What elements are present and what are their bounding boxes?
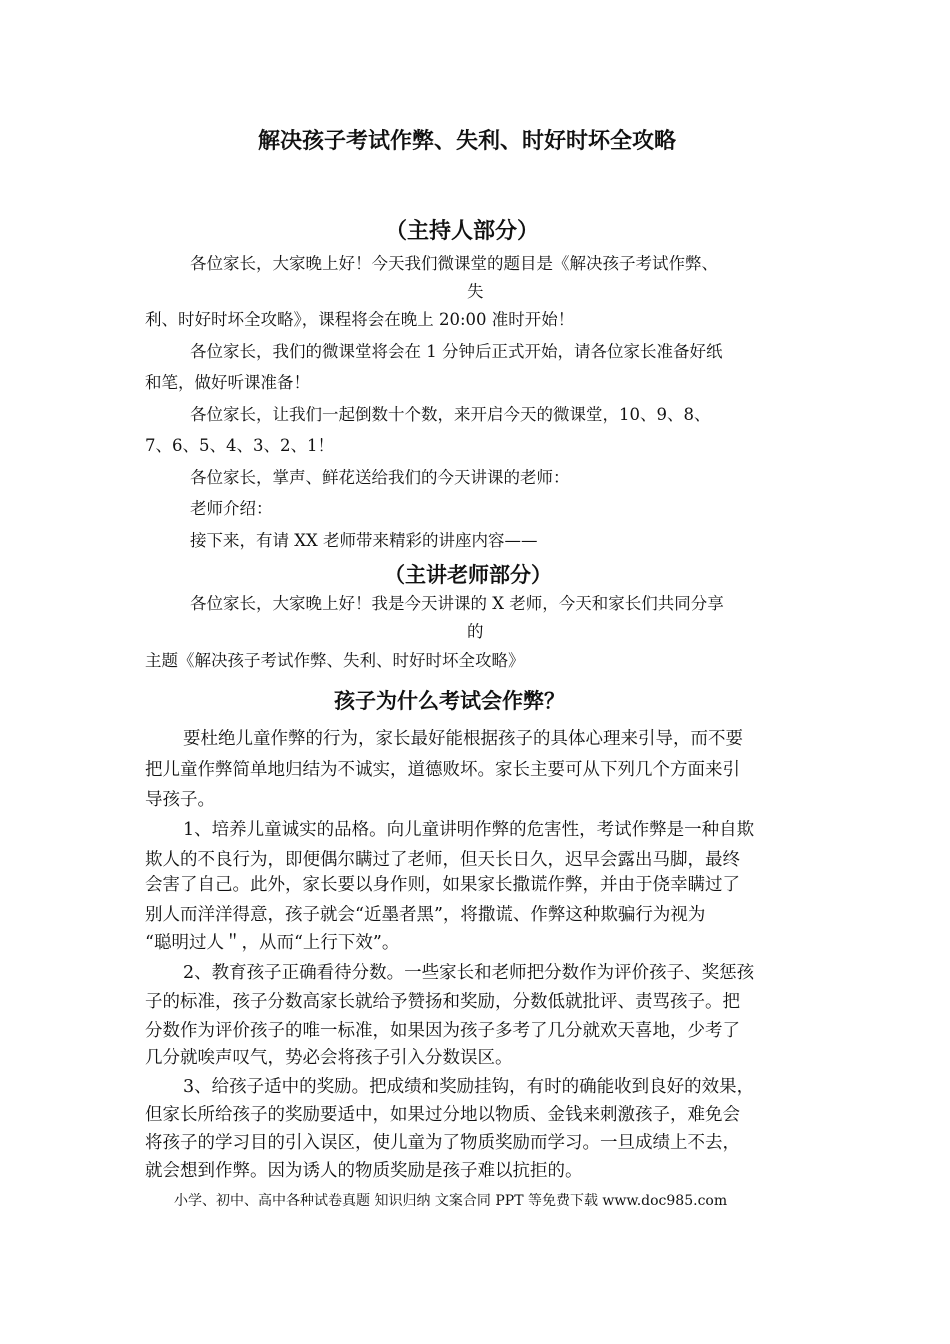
body-line: 欺人的不良行为，即便偶尔瞒过了老师，但天长日久，迟早会露出马脚，最终 xyxy=(145,850,740,870)
host-line: 利、时好时坏全攻略》，课程将会在晚上 20:00 准时开始！ xyxy=(145,310,575,329)
host-section-heading: （主持人部分） xyxy=(385,219,540,244)
teacher-line: 的 xyxy=(467,622,484,641)
teacher-section-heading: （主讲老师部分） xyxy=(384,563,552,587)
body-line: 3、给孩子适中的奖励。把成绩和奖励挂钩，有时的确能收到良好的效果， xyxy=(183,1077,755,1097)
body-line: 分数作为评价孩子的唯一标准，如果因为孩子多考了几分就欢天喜地，少考了 xyxy=(145,1021,740,1041)
body-line: “聪明过人＂，从而“上行下效”。 xyxy=(145,933,400,953)
teacher-line: 主题《解决孩子考试作弊、失利、时好时坏全攻略》 xyxy=(145,651,525,670)
document-title: 解决孩子考试作弊、失利、时好时坏全攻略 xyxy=(258,129,677,154)
host-line: 老师介绍： xyxy=(190,499,273,518)
body-line: 别人而洋洋得意，孩子就会“近墨者黑”，将撒谎、作弊这种欺骗行为视为 xyxy=(145,905,706,925)
body-line: 几分就唉声叹气，势必会将孩子引入分数误区。 xyxy=(145,1048,513,1068)
host-line: 接下来，有请 XX 老师带来精彩的讲座内容—— xyxy=(190,531,538,550)
host-line: 7、6、5、4、3、2、1！ xyxy=(145,436,334,455)
body-line: 导孩子。 xyxy=(145,790,215,810)
section-heading: 孩子为什么考试会作弊？ xyxy=(334,689,565,713)
page-footer: 小学、初中、高中各种试卷真题 知识归纳 文案合同 PPT 等免费下载 www.doc985.com xyxy=(174,1193,728,1209)
teacher-line: 各位家长，大家晚上好！我是今天讲课的 X 老师，今天和家长们共同分享 xyxy=(190,594,724,613)
host-line: 各位家长，大家晚上好！今天我们微课堂的题目是《解决孩子考试作弊、 xyxy=(190,254,718,273)
body-line: 将孩子的学习目的引入误区，使儿童为了物质奖励而学习。一旦成绩上不去， xyxy=(145,1133,740,1153)
body-line: 子的标准，孩子分数高家长就给予赞扬和奖励，分数低就批评、责骂孩子。把 xyxy=(145,992,740,1012)
body-line: 要杜绝儿童作弊的行为，家长最好能根据孩子的具体心理来引导，而不要 xyxy=(183,729,743,749)
body-line: 就会想到作弊。因为诱人的物质奖励是孩子难以抗拒的。 xyxy=(145,1161,583,1181)
body-line: 把儿童作弊简单地归结为不诚实，道德败坏。家长主要可从下列几个方面来引 xyxy=(145,760,740,780)
host-line: 各位家长，我们的微课堂将会在 1 分钟后正式开始，请各位家长准备好纸 xyxy=(190,342,723,361)
host-line: 失 xyxy=(467,282,484,301)
body-line: 但家长所给孩子的奖励要适中，如果过分地以物质、金钱来刺激孩子，难免会 xyxy=(145,1105,740,1125)
body-line: 会害了自己。此外，家长要以身作则，如果家长撒谎作弊，并由于侥幸瞒过了 xyxy=(145,875,740,895)
host-line: 和笔，做好听课准备！ xyxy=(145,373,310,392)
host-line: 各位家长，掌声、鲜花送给我们的今天讲课的老师： xyxy=(190,468,570,487)
body-line: 1、培养儿童诚实的品格。向儿童讲明作弊的危害性，考试作弊是一种自欺 xyxy=(183,820,755,840)
body-line: 2、教育孩子正确看待分数。一些家长和老师把分数作为评价孩子、奖惩孩 xyxy=(183,963,755,983)
host-line: 各位家长，让我们一起倒数十个数，来开启今天的微课堂，10、9、8、 xyxy=(190,405,711,424)
